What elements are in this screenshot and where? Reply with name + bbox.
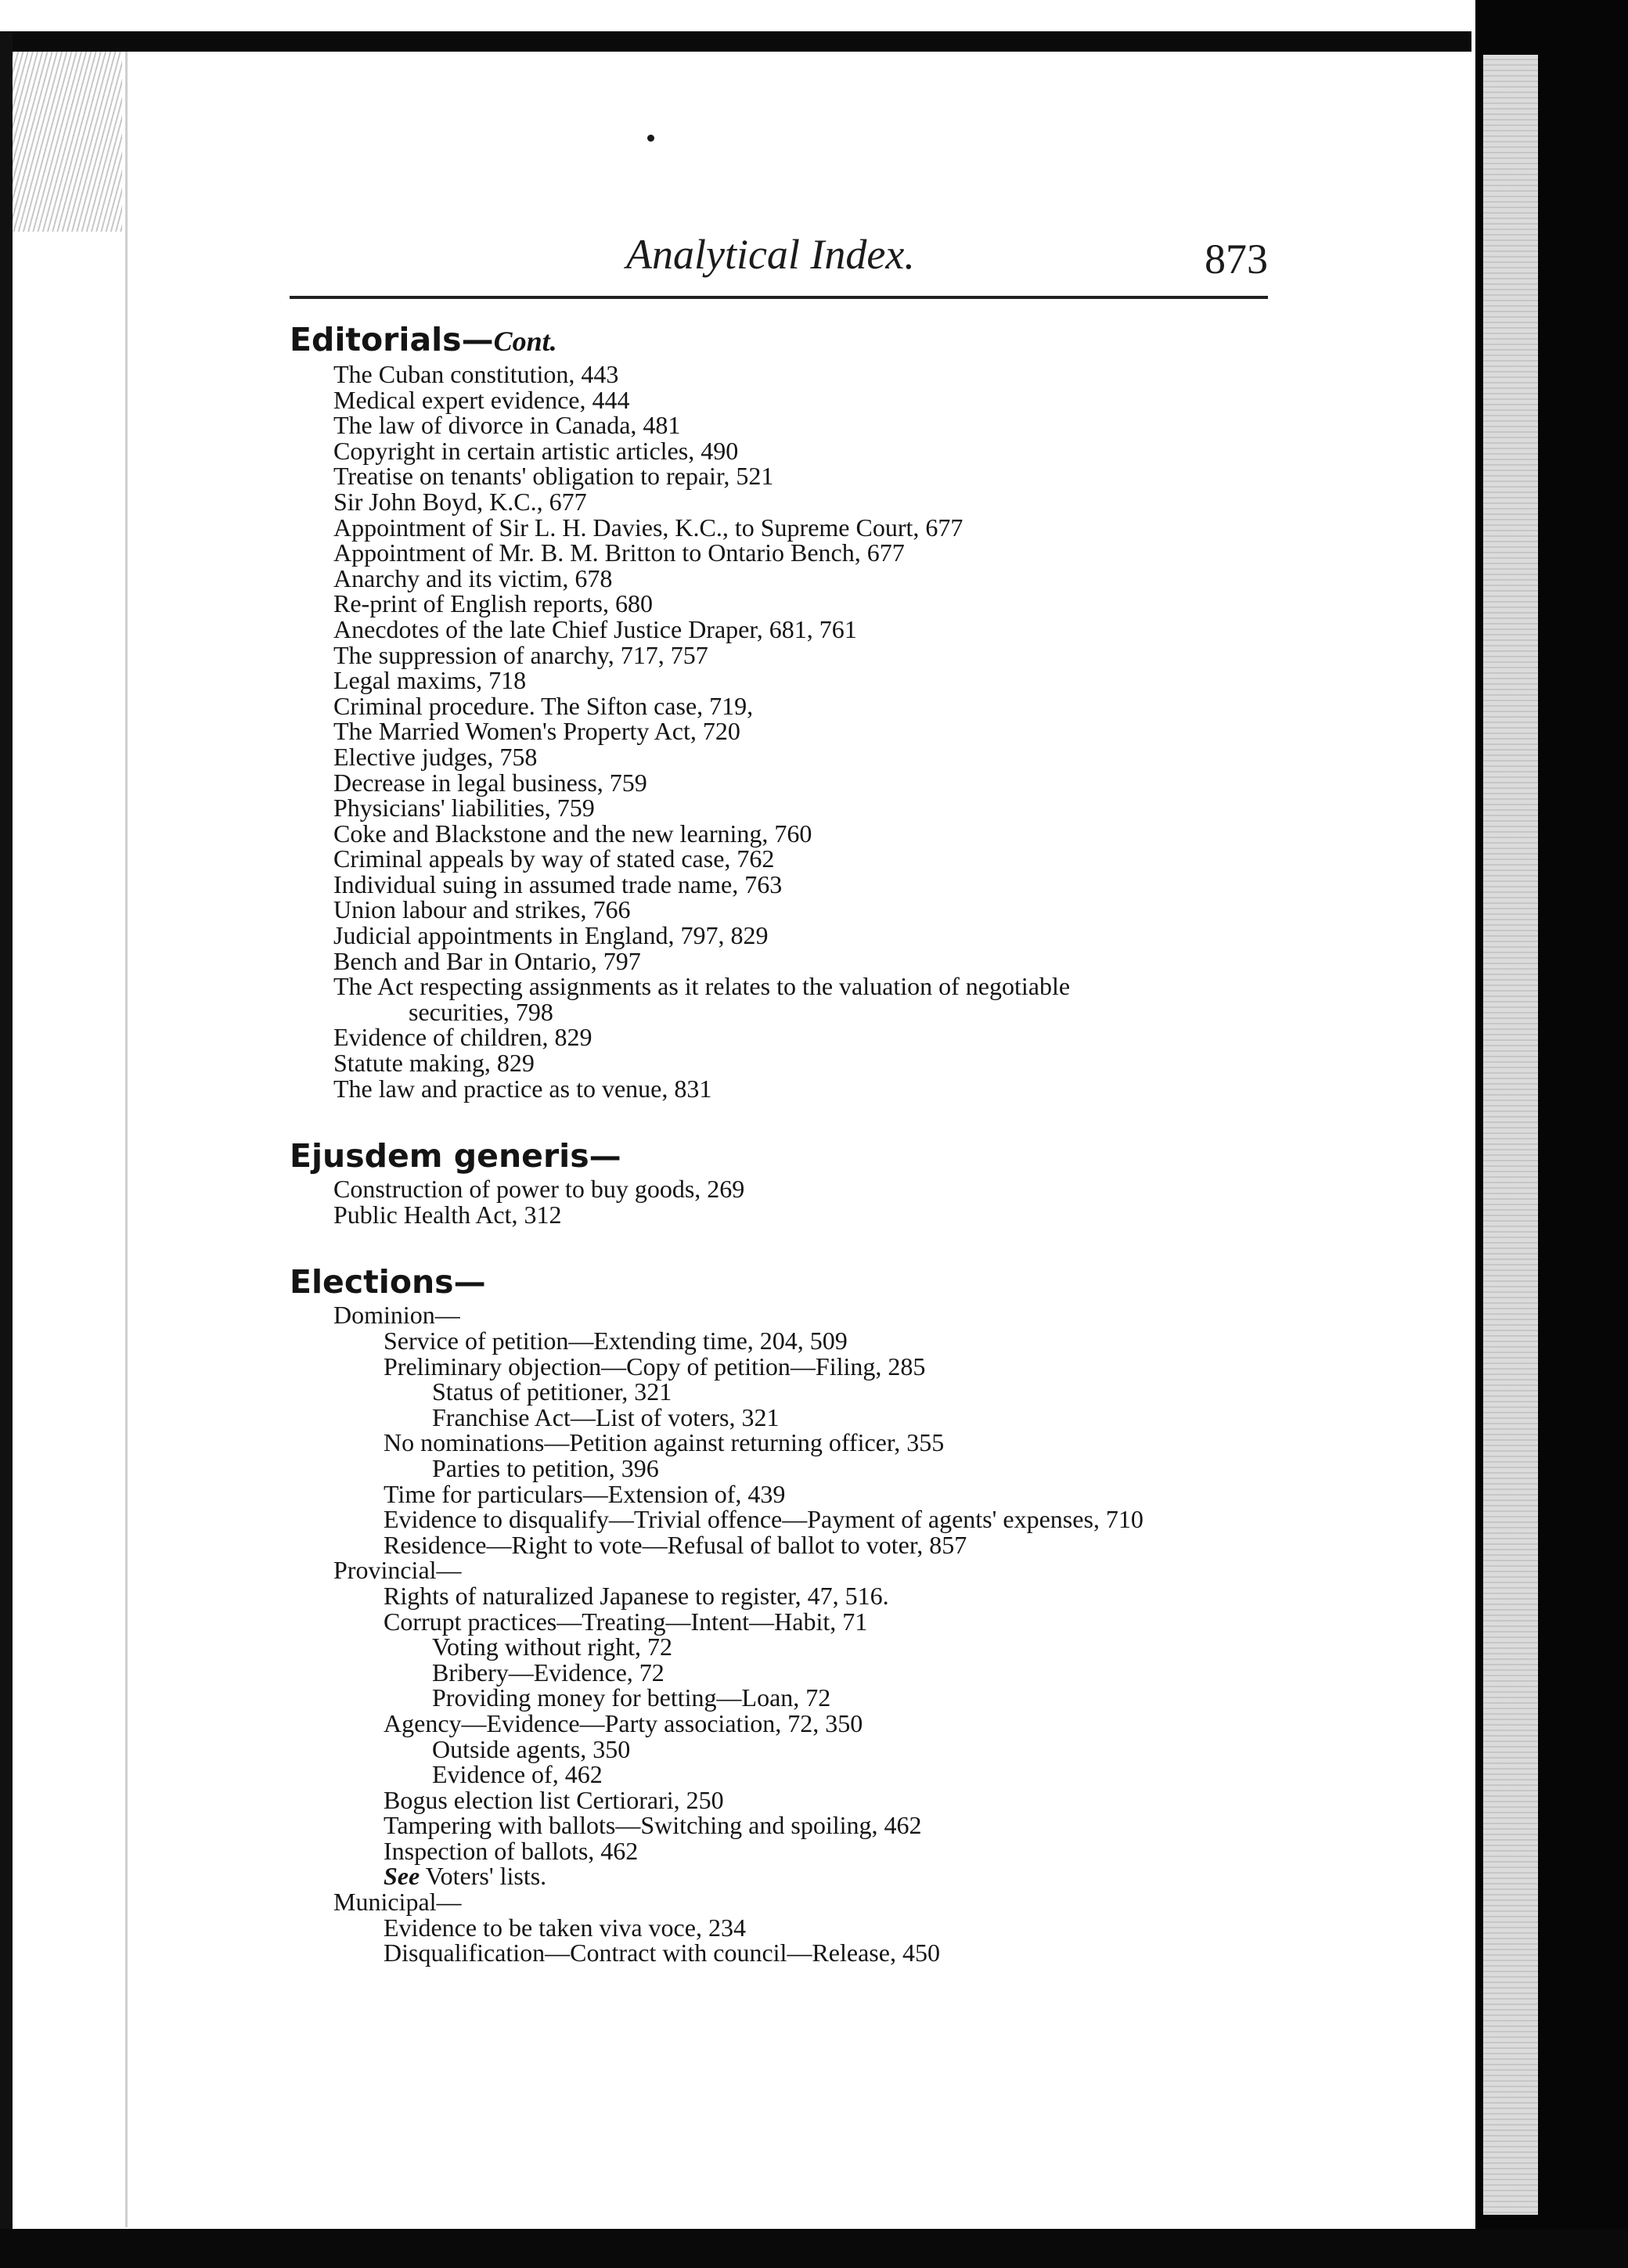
- index-entry: [290, 614, 1284, 643]
- index-entry-text: Time for particulars—Extension of, 439: [384, 1479, 786, 1508]
- index-entry-text: Bribery—Evidence, 72: [432, 1658, 665, 1687]
- index-entry: [290, 869, 1284, 898]
- index-entry-text: Treatise on tenants' obligation to repair, 521: [333, 462, 774, 491]
- index-entry-text: The law of divorce in Canada, 481: [333, 411, 681, 440]
- index-entry: [290, 1915, 1284, 1941]
- index-entry: [290, 668, 1284, 693]
- index-entry: [290, 1076, 1284, 1102]
- index-entry: [290, 1481, 1284, 1507]
- index-entry: [290, 1302, 1284, 1328]
- index-entry-text: Sir John Boyd, K.C., 677: [333, 487, 587, 516]
- index-entry: [290, 1734, 1284, 1763]
- index-entry: [290, 1813, 1284, 1838]
- index-heading-text: Editorials—: [290, 321, 494, 358]
- index-entry: [290, 1863, 1284, 1889]
- gutter-line: [125, 52, 128, 2227]
- page-number: 873: [1205, 236, 1268, 283]
- index-entry-text: Bench and Bar in Ontario, 797: [333, 946, 641, 975]
- index-entry-text: Preliminary objection—Copy of petition—Filing, 285: [384, 1352, 926, 1381]
- index-entry: [290, 923, 1284, 949]
- index-heading-text: Elections—: [290, 1263, 486, 1301]
- index-entry: [290, 1889, 1284, 1915]
- index-section: [290, 1136, 1284, 1227]
- index-entry-text: Coke and Blackstone and the new learning, 760: [333, 819, 812, 848]
- index-entry: [290, 563, 1284, 592]
- binding-shadow: [13, 52, 122, 232]
- index-entry-text: Status of petitioner, 321: [432, 1377, 672, 1406]
- index-entry: [290, 1176, 1284, 1202]
- index-entry: [290, 795, 1284, 821]
- index-entry-text: Residence—Right to vote—Refusal of ballot to voter, 857: [384, 1530, 967, 1559]
- index-entry-text: The suppression of anarchy, 717, 757: [333, 640, 708, 669]
- index-entry: [290, 821, 1284, 847]
- index-heading-text: Ejusdem generis—: [290, 1137, 621, 1175]
- index-entry-text: securities, 798: [409, 997, 553, 1026]
- index-entry-text: The law and practice as to venue, 831: [333, 1074, 712, 1103]
- index-entry-text: Provincial—: [333, 1556, 462, 1585]
- running-title: Analytical Index.: [626, 231, 915, 278]
- index-heading: [290, 1262, 1284, 1302]
- index-entry: [290, 1609, 1284, 1635]
- index-entry-text: Copyright in certain artistic articles, 490: [333, 436, 739, 465]
- index-entry: [290, 1354, 1284, 1380]
- index-entry-text: Re-print of English reports, 680: [333, 589, 653, 618]
- index-entry: [290, 463, 1284, 489]
- index-entry: [290, 846, 1284, 872]
- index-entry-text: Bogus election list Certiorari, 250: [384, 1785, 724, 1814]
- index-content: [290, 319, 1284, 1966]
- index-entry-text: Corrupt practices—Treating—Intent—Habit, 71: [384, 1607, 868, 1636]
- index-entry-text: Franchise Act—List of voters, 321: [432, 1402, 780, 1431]
- index-entry-continuation: [290, 999, 1284, 1025]
- index-entry: [290, 974, 1284, 999]
- index-entry-text: Individual suing in assumed trade name, 763: [333, 869, 783, 898]
- index-entry-text: Construction of power to buy goods, 269: [333, 1175, 745, 1204]
- index-entry: [290, 946, 1284, 975]
- ink-dot: [647, 135, 654, 142]
- index-entry: [290, 540, 1284, 566]
- index-entry-text: Inspection of ballots, 462: [384, 1836, 639, 1865]
- index-entry: [290, 1050, 1284, 1076]
- index-entry-text: Evidence to be taken viva voce, 234: [384, 1913, 746, 1942]
- index-entry-text: Providing money for betting—Loan, 72: [432, 1683, 831, 1712]
- index-entry: [290, 387, 1284, 413]
- index-entry-text: Medical expert evidence, 444: [333, 385, 630, 414]
- index-entry-text: Service of petition—Extending time, 204, 509: [384, 1327, 848, 1355]
- index-entry: [290, 362, 1284, 387]
- continued-label: Cont.: [493, 326, 557, 357]
- index-entry-text: Appointment of Sir L. H. Davies, K.C., to Supreme Court, 677: [333, 513, 963, 542]
- index-entry-text: Judicial appointments in England, 797, 829: [333, 921, 769, 950]
- index-entry: [290, 1024, 1284, 1050]
- index-entry: [290, 1557, 1284, 1583]
- index-entry: [290, 770, 1284, 796]
- index-entry: [290, 1838, 1284, 1864]
- index-entry-text: Voters' lists.: [425, 1862, 547, 1891]
- index-entry-text: Parties to petition, 396: [432, 1453, 659, 1482]
- index-entry: [290, 1453, 1284, 1482]
- index-entry: [290, 640, 1284, 669]
- index-entry: [290, 1379, 1284, 1405]
- index-entry: [290, 718, 1284, 744]
- index-entry-text: The Married Women's Property Act, 720: [333, 717, 740, 746]
- header-rule: [290, 296, 1268, 299]
- index-section: [290, 1262, 1284, 1965]
- index-entry: [290, 1940, 1284, 1966]
- index-entry: [290, 1787, 1284, 1813]
- index-entry-text: Dominion—: [333, 1301, 460, 1330]
- index-entry-text: Outside agents, 350: [432, 1734, 631, 1763]
- index-entry: [290, 1507, 1284, 1532]
- index-entry-text: Union labour and strikes, 766: [333, 895, 631, 924]
- index-entry-text: Decrease in legal business, 759: [333, 768, 647, 797]
- scan-border-top: [0, 31, 1471, 52]
- index-entry-text: Statute making, 829: [333, 1049, 535, 1078]
- index-entry-text: Physicians' liabilities, 759: [333, 794, 595, 823]
- index-entry-text: Criminal procedure. The Sifton case, 719,: [333, 691, 754, 720]
- index-entry: [290, 515, 1284, 541]
- index-entry-text: The Cuban constitution, 443: [333, 360, 619, 388]
- index-section: [290, 319, 1284, 1101]
- index-entry: [290, 1328, 1284, 1354]
- index-entry-text: Evidence of children, 829: [333, 1023, 592, 1052]
- index-entry-text: Legal maxims, 718: [333, 666, 527, 695]
- index-heading: [290, 1136, 1284, 1176]
- index-entry-text: Evidence of, 462: [432, 1760, 603, 1789]
- index-entry-text: Elective judges, 758: [333, 742, 538, 771]
- index-entry: [290, 744, 1284, 770]
- page-edge-strip: [1483, 55, 1538, 2215]
- index-heading: [290, 319, 1284, 362]
- index-entry: [290, 693, 1284, 719]
- index-entry-text: Municipal—: [333, 1888, 462, 1917]
- page-header: [290, 227, 1268, 290]
- index-entry-text: No nominations—Petition against returning officer, 355: [384, 1428, 945, 1457]
- index-entry-text: Disqualification—Contract with council—Release, 450: [384, 1939, 940, 1967]
- index-entry-text: Criminal appeals by way of stated case, 762: [333, 844, 775, 873]
- index-entry: [290, 897, 1284, 923]
- scan-border-left: [0, 31, 13, 2268]
- index-entry-text: Rights of naturalized Japanese to register, 47, 516.: [384, 1581, 889, 1610]
- index-entry-text: Evidence to disqualify—Trivial offence—Payment of agents' expenses, 710: [384, 1505, 1144, 1534]
- scan-border-bottom: [0, 2229, 1628, 2268]
- index-entry: [290, 489, 1284, 515]
- index-entry-text: The Act respecting assignments as it relates to the valuation of negotiable: [333, 972, 1071, 1001]
- index-entry-text: Anarchy and its victim, 678: [333, 563, 613, 592]
- index-entry: [290, 1762, 1284, 1787]
- index-entry-text: Agency—Evidence—Party association, 72, 350: [384, 1708, 863, 1737]
- index-entry: [290, 1430, 1284, 1456]
- index-entry: [290, 412, 1284, 438]
- index-entry-text: Anecdotes of the late Chief Justice Draper, 681, 761: [333, 614, 857, 643]
- index-entry: [290, 1685, 1284, 1711]
- index-entry: [290, 1583, 1284, 1609]
- index-entry-text: Voting without right, 72: [432, 1633, 672, 1661]
- index-entry: [290, 1532, 1284, 1558]
- index-entry: [290, 1634, 1284, 1660]
- index-entry: [290, 591, 1284, 617]
- index-entry: [290, 1708, 1284, 1737]
- see-reference: See: [384, 1862, 420, 1891]
- index-entry: [290, 1402, 1284, 1431]
- index-entry-text: Appointment of Mr. B. M. Britton to Ontario Bench, 677: [333, 538, 905, 567]
- index-entry: [290, 1660, 1284, 1686]
- index-entry-text: Public Health Act, 312: [333, 1200, 562, 1229]
- index-entry-text: Tampering with ballots—Switching and spoiling, 462: [384, 1811, 922, 1840]
- index-entry: [290, 1202, 1284, 1228]
- index-entry: [290, 438, 1284, 464]
